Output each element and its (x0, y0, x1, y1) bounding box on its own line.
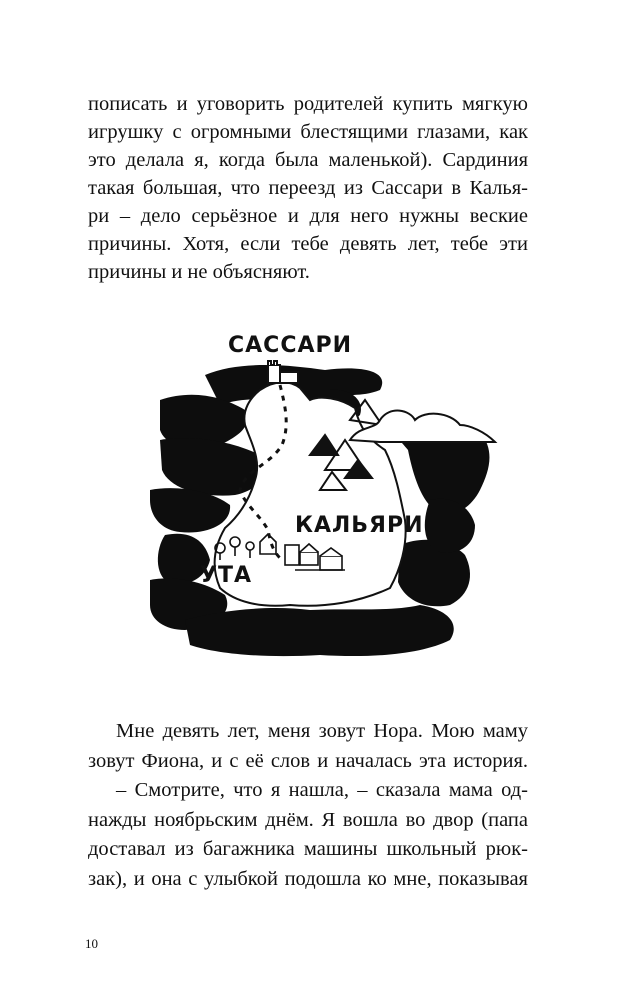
bottom-paragraph (88, 717, 528, 894)
page-number: 10 (85, 936, 98, 951)
text-line: пописать и уговорить родителей купить мягкую (88, 93, 528, 115)
text-line: игрушку с огромными блестящими глазами, как (88, 121, 528, 143)
sardinia-map-illustration (150, 320, 510, 670)
text-line: ри – дело серьёзное и для него нужны веские (88, 205, 528, 227)
text-line: это делала я, когда была маленькой). Сардиния (88, 149, 528, 171)
map-label-uta: УТА (200, 563, 252, 588)
text-line: доставал из багажника машины школьный рюк- (88, 838, 528, 860)
top-paragraph (88, 90, 528, 286)
text-line: зовут Фиона, и с её слов и началась эта история. (88, 749, 528, 772)
text-line: такая большая, что переезд из Сассари в Калья- (88, 177, 528, 199)
text-line: причины. Хотя, если тебе девять лет, тебе эти (88, 233, 528, 255)
castle-icon (268, 361, 298, 383)
map-svg (150, 320, 510, 670)
text-line: причины и не объясняют. (88, 261, 310, 283)
text-line: – Смотрите, что я нашла, – сказала мама од- (116, 779, 528, 801)
cloud-icon (350, 411, 495, 442)
map-label-cagliari: КАЛЬЯРИ (295, 513, 424, 538)
text-line: зак), и она с улыбкой подошла ко мне, показывая (88, 867, 528, 890)
map-label-sassari: САССАРИ (228, 333, 353, 358)
text-line: Мне девять лет, меня зовут Нора. Мою маму (116, 720, 528, 742)
text-line: нажды ноябрьским днём. Я вошла во двор (папа (88, 808, 528, 831)
